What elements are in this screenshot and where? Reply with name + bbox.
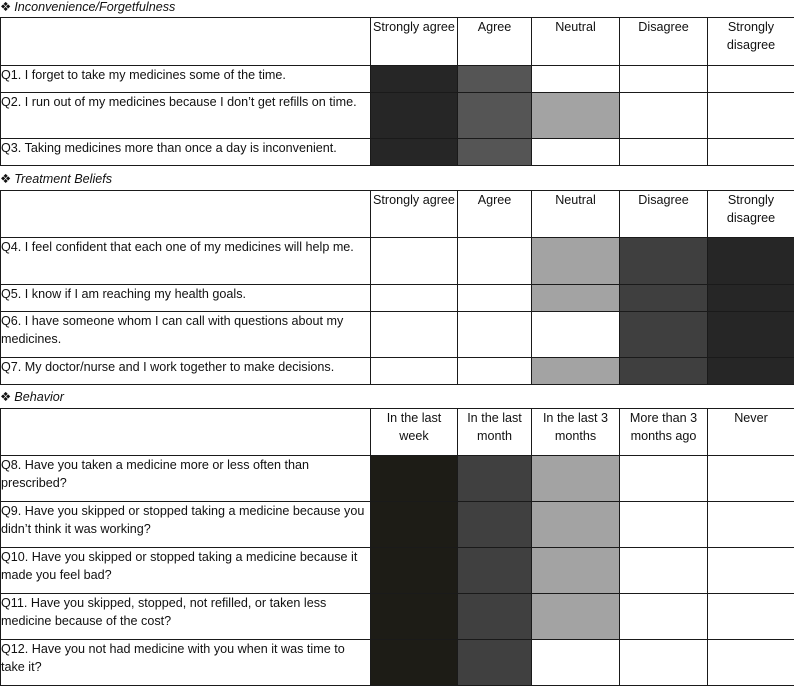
response-cell[interactable] <box>458 66 532 93</box>
diamond-bullet-icon: ❖ <box>0 0 12 14</box>
response-cell[interactable] <box>708 456 794 502</box>
table-header-row <box>1 18 794 66</box>
diamond-bullet-icon: ❖ <box>0 390 12 404</box>
response-cell[interactable] <box>371 139 458 166</box>
response-cell[interactable] <box>532 594 620 640</box>
response-cell[interactable] <box>620 456 708 502</box>
question-q12: Q12. Have you not had medicine with you when it was time to take it? <box>1 640 371 686</box>
response-cell[interactable] <box>620 139 708 166</box>
question-q7: Q7. My doctor/nurse and I work together to make decisions. <box>1 358 371 385</box>
response-cell[interactable] <box>532 66 620 93</box>
response-cell[interactable] <box>620 238 708 285</box>
response-cell[interactable] <box>371 358 458 385</box>
table-row <box>1 502 794 548</box>
response-cell[interactable] <box>620 548 708 594</box>
column-header-agree: Agree <box>458 191 532 238</box>
response-cell[interactable] <box>371 93 458 139</box>
column-header-strongly-disagree: Strongly disagree <box>708 191 794 238</box>
table-header-row <box>1 409 794 456</box>
question-q11: Q11. Have you skipped, stopped, not refilled, or taken less medicine because of the cost? <box>1 594 371 640</box>
section-title-text: Treatment Beliefs <box>14 172 113 186</box>
response-cell[interactable] <box>371 238 458 285</box>
header-corner-cell <box>1 409 371 456</box>
column-header-disagree: Disagree <box>620 191 708 238</box>
response-cell[interactable] <box>458 594 532 640</box>
table-inconvenience <box>0 17 794 166</box>
column-header-last-3-months: In the last 3 months <box>532 409 620 456</box>
column-header-neutral: Neutral <box>532 18 620 66</box>
response-cell[interactable] <box>458 640 532 686</box>
response-cell[interactable] <box>708 93 794 139</box>
header-corner-cell <box>1 18 371 66</box>
response-cell[interactable] <box>620 93 708 139</box>
response-cell[interactable] <box>620 66 708 93</box>
response-cell[interactable] <box>458 285 532 312</box>
column-header-never: Never <box>708 409 794 456</box>
question-q1: Q1. I forget to take my medicines some of the time. <box>1 66 371 93</box>
table-row <box>1 312 794 358</box>
response-cell[interactable] <box>620 594 708 640</box>
question-q3: Q3. Taking medicines more than once a day is inconvenient. <box>1 139 371 166</box>
response-cell[interactable] <box>532 238 620 285</box>
table-row <box>1 594 794 640</box>
response-cell[interactable] <box>371 285 458 312</box>
column-header-strongly-agree: Strongly agree <box>371 191 458 238</box>
table-behavior <box>0 408 794 686</box>
question-q10: Q10. Have you skipped or stopped taking a medicine because it made you feel bad? <box>1 548 371 594</box>
response-cell[interactable] <box>708 139 794 166</box>
column-header-more-than-3-months: More than 3 months ago <box>620 409 708 456</box>
response-cell[interactable] <box>371 640 458 686</box>
response-cell[interactable] <box>708 66 794 93</box>
column-header-strongly-disagree: Strongly disagree <box>708 18 794 66</box>
column-header-last-week: In the last week <box>371 409 458 456</box>
response-cell[interactable] <box>532 285 620 312</box>
table-row <box>1 139 794 166</box>
column-header-strongly-agree: Strongly agree <box>371 18 458 66</box>
response-cell[interactable] <box>371 66 458 93</box>
response-cell[interactable] <box>458 93 532 139</box>
table-row <box>1 548 794 594</box>
response-cell[interactable] <box>532 139 620 166</box>
header-corner-cell <box>1 191 371 238</box>
response-cell[interactable] <box>371 548 458 594</box>
question-q8: Q8. Have you taken a medicine more or less often than prescribed? <box>1 456 371 502</box>
response-cell[interactable] <box>458 139 532 166</box>
table-row <box>1 456 794 502</box>
response-cell[interactable] <box>371 456 458 502</box>
question-q5: Q5. I know if I am reaching my health goals. <box>1 285 371 312</box>
section-title-text: Behavior <box>14 390 65 404</box>
response-cell[interactable] <box>620 312 708 358</box>
response-cell[interactable] <box>458 238 532 285</box>
response-cell[interactable] <box>458 456 532 502</box>
response-cell[interactable] <box>532 358 620 385</box>
response-cell[interactable] <box>708 285 794 312</box>
response-cell[interactable] <box>620 358 708 385</box>
question-q9: Q9. Have you skipped or stopped taking a medicine because you didn’t think it was working? <box>1 502 371 548</box>
response-cell[interactable] <box>620 285 708 312</box>
table-row <box>1 66 794 93</box>
response-cell[interactable] <box>371 502 458 548</box>
diamond-bullet-icon: ❖ <box>0 172 12 186</box>
column-header-last-month: In the last month <box>458 409 532 456</box>
response-cell[interactable] <box>708 502 794 548</box>
response-cell[interactable] <box>458 548 532 594</box>
table-header-row <box>1 191 794 238</box>
section-title-inconvenience <box>0 0 175 16</box>
response-cell[interactable] <box>708 358 794 385</box>
response-cell[interactable] <box>708 640 794 686</box>
response-cell[interactable] <box>708 238 794 285</box>
table-row <box>1 285 794 312</box>
section-title-text: Inconvenience/Forgetfulness <box>14 0 176 14</box>
response-cell[interactable] <box>708 548 794 594</box>
response-cell[interactable] <box>532 502 620 548</box>
question-q4: Q4. I feel confident that each one of my medicines will help me. <box>1 238 371 285</box>
column-header-disagree: Disagree <box>620 18 708 66</box>
response-cell[interactable] <box>532 93 620 139</box>
section-title-treatment-beliefs <box>0 172 112 188</box>
response-cell[interactable] <box>532 548 620 594</box>
column-header-neutral: Neutral <box>532 191 620 238</box>
table-row <box>1 640 794 686</box>
table-row <box>1 358 794 385</box>
response-cell[interactable] <box>532 312 620 358</box>
response-cell[interactable] <box>620 502 708 548</box>
response-cell[interactable] <box>620 640 708 686</box>
response-cell[interactable] <box>458 312 532 358</box>
response-cell[interactable] <box>458 502 532 548</box>
column-header-agree: Agree <box>458 18 532 66</box>
response-cell[interactable] <box>371 312 458 358</box>
section-title-behavior <box>0 390 64 406</box>
table-treatment-beliefs <box>0 190 794 385</box>
table-row <box>1 238 794 285</box>
table-row <box>1 93 794 139</box>
question-q2: Q2. I run out of my medicines because I don’t get refills on time. <box>1 93 371 139</box>
response-cell[interactable] <box>708 594 794 640</box>
response-cell[interactable] <box>532 456 620 502</box>
response-cell[interactable] <box>532 640 620 686</box>
response-cell[interactable] <box>458 358 532 385</box>
response-cell[interactable] <box>371 594 458 640</box>
response-cell[interactable] <box>708 312 794 358</box>
question-q6: Q6. I have someone whom I can call with questions about my medicines. <box>1 312 371 358</box>
